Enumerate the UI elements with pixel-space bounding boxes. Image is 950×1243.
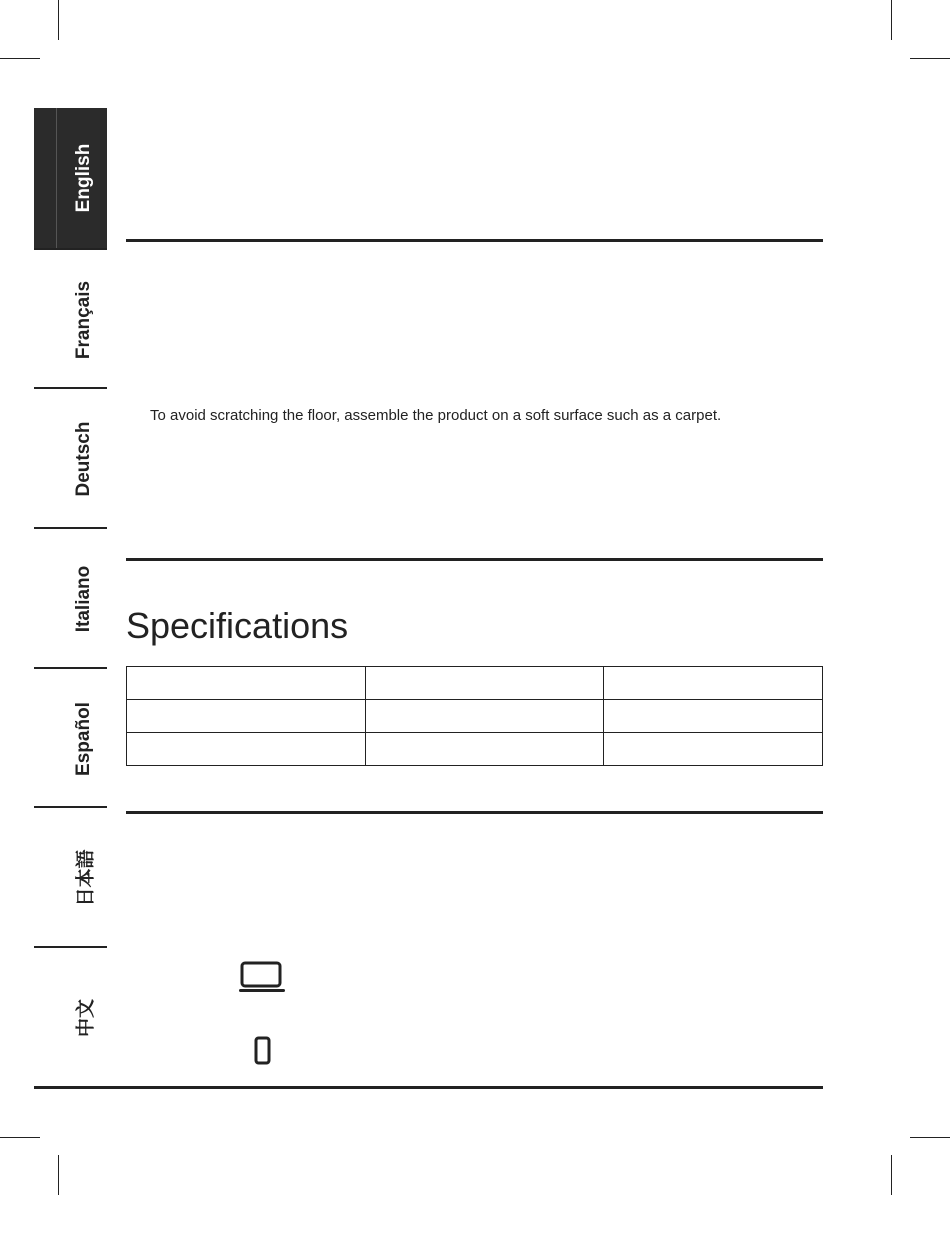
specifications-heading: Specifications — [126, 605, 349, 646]
tab-italiano-label: Italiano — [72, 565, 94, 633]
tab-espanol-label: Español — [72, 702, 94, 776]
tab-francais-label: Français — [72, 280, 94, 360]
laptop-icon — [238, 961, 286, 993]
tab-english-label: English — [72, 143, 94, 213]
crop-mark-top-right-horizontal — [910, 58, 950, 59]
crop-mark-bottom-left-vertical — [58, 1155, 59, 1195]
table-cell — [127, 667, 366, 700]
table-cell — [604, 700, 823, 733]
section-divider — [126, 558, 823, 561]
table-row — [127, 700, 823, 733]
assembly-note: To avoid scratching the floor, assemble the product on a soft surface such as a carpet. — [150, 407, 722, 424]
tab-italiano[interactable] — [34, 529, 107, 669]
specifications-table — [126, 666, 823, 766]
tab-chinese-label: 中文 — [75, 998, 96, 1038]
table-cell — [365, 667, 604, 700]
tab-deutsch-label: Deutsch — [72, 421, 94, 497]
tab-japanese-label: 日本語 — [75, 849, 96, 907]
tab-chinese[interactable] — [34, 948, 107, 1088]
tab-english[interactable] — [34, 108, 107, 248]
table-cell — [365, 733, 604, 766]
table-cell — [127, 733, 366, 766]
crop-mark-top-left-horizontal — [0, 58, 40, 59]
table-row — [127, 733, 823, 766]
crop-mark-bottom-left-horizontal — [0, 1137, 40, 1138]
crop-mark-top-left-vertical — [58, 0, 59, 40]
tab-francais[interactable] — [34, 250, 107, 390]
tab-japanese[interactable] — [34, 808, 107, 948]
table-cell — [127, 700, 366, 733]
table-cell — [604, 733, 823, 766]
table-row — [127, 667, 823, 700]
section-divider — [126, 811, 823, 814]
table-cell — [365, 700, 604, 733]
table-cell — [604, 667, 823, 700]
tab-deutsch[interactable] — [34, 389, 107, 529]
crop-mark-bottom-right-vertical — [891, 1155, 892, 1195]
page-bottom-rule — [34, 1086, 823, 1089]
smartphone-icon — [254, 1036, 272, 1066]
section-divider — [126, 239, 823, 242]
crop-mark-bottom-right-horizontal — [910, 1137, 950, 1138]
crop-mark-top-right-vertical — [891, 0, 892, 40]
tab-espanol[interactable] — [34, 669, 107, 809]
